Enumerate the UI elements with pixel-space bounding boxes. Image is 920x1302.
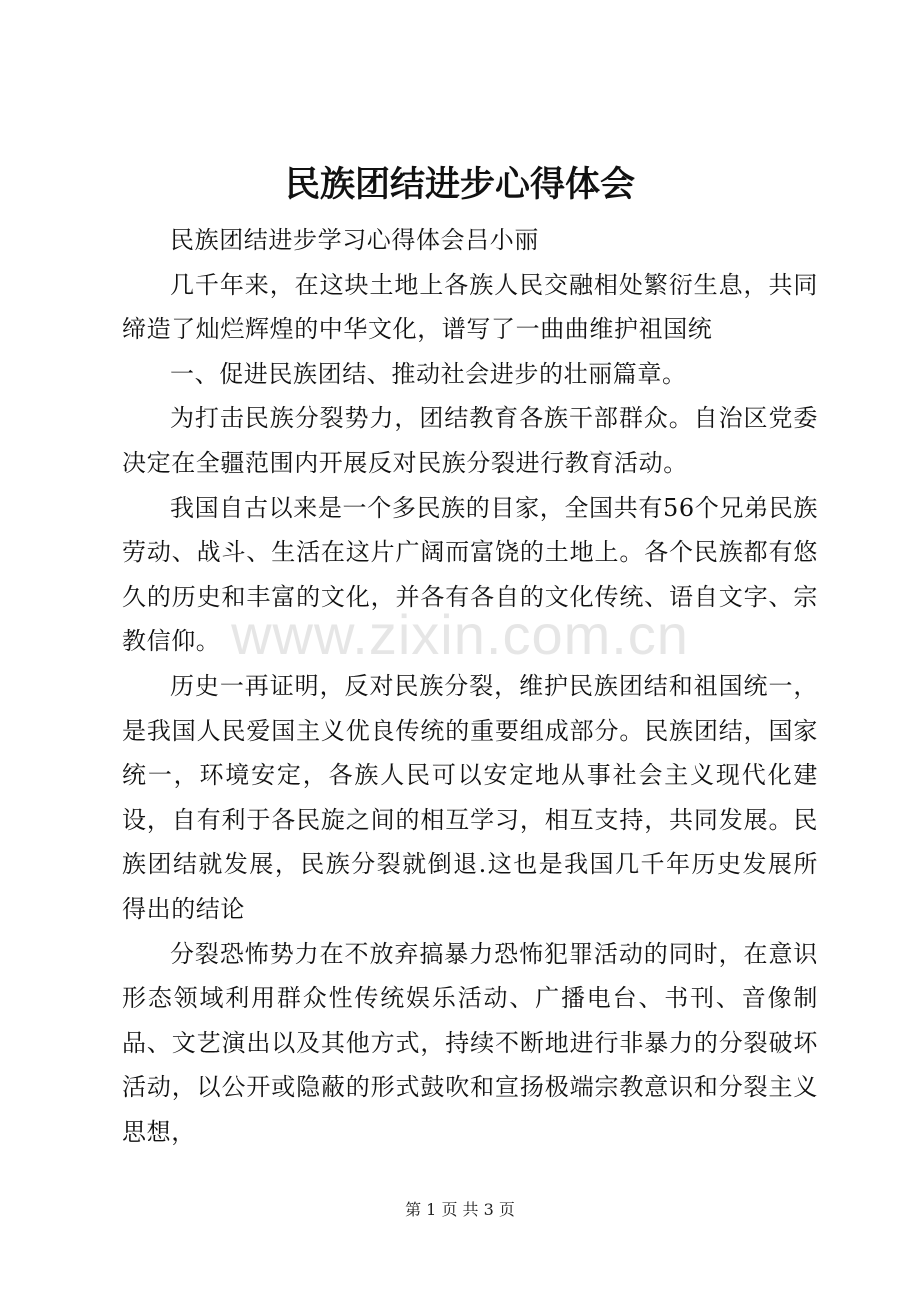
page-footer: 第 1 页 共 3 页	[405, 1200, 515, 1219]
paragraph: 几千年来，在这块土地上各族人民交融相处繁衍生息，共同缔造了灿烂辉煌的中华文化，谱写了一曲曲维护祖国统	[122, 270, 818, 344]
watermark: www.zixin.com.cn	[231, 603, 689, 666]
paragraph-subtitle: 民族团结进步学习心得体会吕小丽	[170, 226, 539, 254]
paragraph: 我国自古以来是一个多民族的目家，全国共有56个兄弟民族劳动、战斗、生活在这片广阔而富饶的土地上。各个民族都有悠久的历史和丰富的文化，并各有各自的文化传统、语自文字、宗教信仰。	[122, 493, 818, 656]
document-body	[122, 218, 818, 1154]
paragraph: 一、促进民族团结、推动社会进步的壮丽篇章。	[170, 359, 687, 388]
paragraph: 分裂恐怖势力在不放弃搞暴力恐怖犯罪活动的同时，在意识形态领域利用群众性传统娱乐活动、广播电台、书刊、音像制品、文艺演出以及其他方式，持续不断地进行非暴力的分裂破坏活动，以公开或隐蔽的形式鼓吹和宣扬极端宗教意识和分裂主义思想，	[122, 939, 818, 1146]
document-title: 民族团结进步心得体会	[284, 164, 635, 205]
paragraph: 为打击民族分裂势力，团结教育各族干部群众。自治区党委决定在全疆范围内开展反对民族分裂进行教育活动。	[122, 404, 818, 477]
paragraph: 历史一再证明，反对民族分裂，维护民族团结和祖国统一，是我国人民爱国主义优良传统的重要组成部分。民族团结，国家统一，环境安定，各族人民可以安定地从事社会主义现代化建设，自有利于各民旋之间的相互学习，相互支持，共同发展。民族团结就发展，民族分裂就倒退.这也是我国几千年历史发展所得出的结论	[122, 671, 818, 923]
